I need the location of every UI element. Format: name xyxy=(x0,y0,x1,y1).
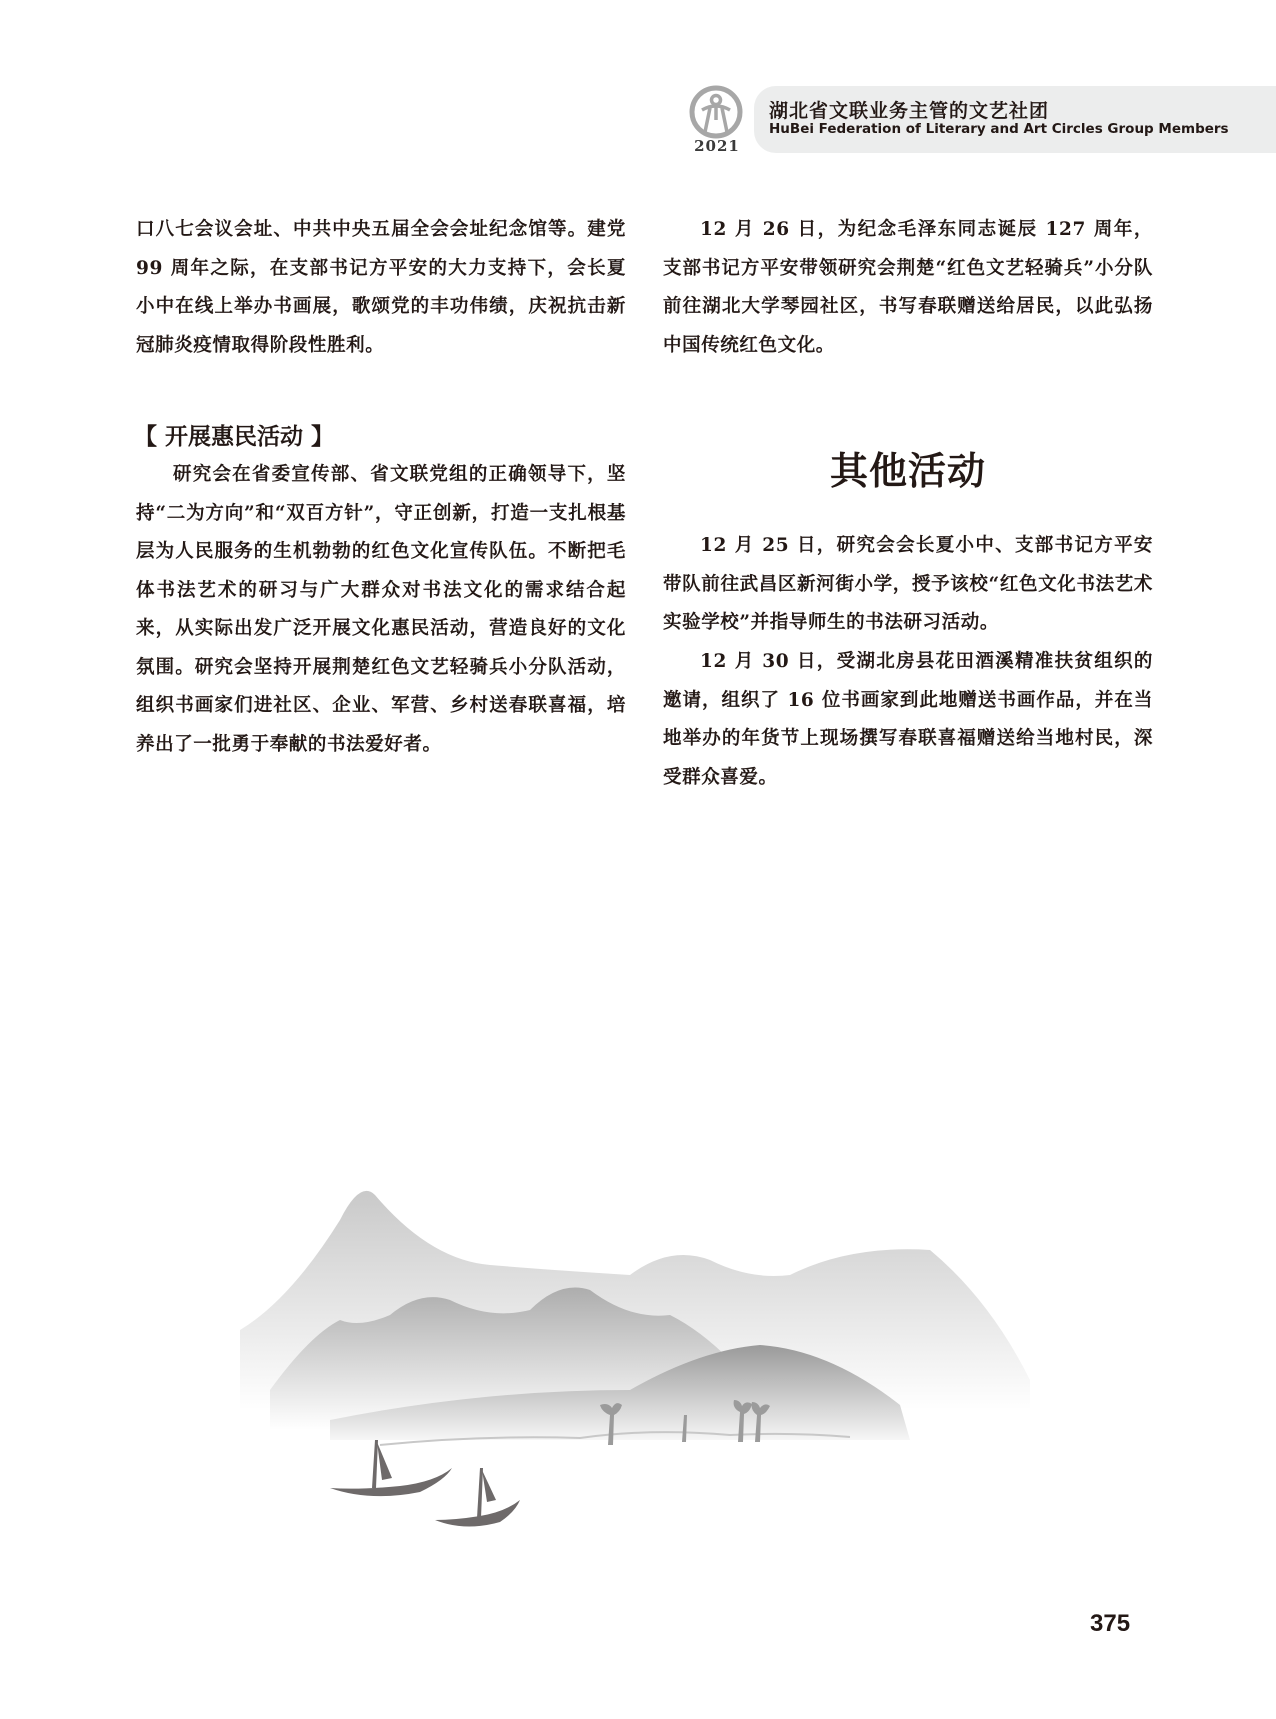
paragraph-dec30: 12 月 30 日，受湖北房县花田酒溪精准扶贫组织的邀请，组织了 16 位书画家到此地赠送书画作品，并在当地举办的年货节上现场撰写春联喜福赠送给当地村民，深受群众喜爱。 xyxy=(663,651,1153,788)
paragraph-dec26: 12 月 26 日，为纪念毛泽东同志诞辰 127 周年，支部书记方平安带领研究会荆楚“红色文艺轻骑兵”小分队前往湖北大学琴园社区，书写春联赠送给居民，以此弘扬中国传统红色文化。 xyxy=(663,219,1153,356)
ink-landscape-illustration xyxy=(230,1150,1130,1550)
left-column-activities xyxy=(136,456,626,764)
section-title-other-activities: 其他活动 xyxy=(829,449,986,493)
sailboats xyxy=(330,1440,520,1527)
right-column-dec26 xyxy=(663,211,1153,365)
paragraph-intro: 口八七会议会址、中共中央五届全会会址纪念馆等。建党 99 周年之际，在支部书记方平安的大力支持下，会长夏小中在线上举办书画展，歌颂党的丰功伟绩，庆祝抗击新冠肺炎疫情取得阶段性胜利。 xyxy=(136,219,626,356)
left-column-intro xyxy=(136,211,626,365)
right-column-dec30 xyxy=(663,643,1153,797)
subheading-outreach: 【 开展惠民活动 】 xyxy=(134,424,335,450)
paragraph-dec25: 12 月 25 日，研究会会长夏小中、支部书记方平安带队前往武昌区新河街小学，授予该校“红色文化书法艺术实验学校”并指导师生的书法研习活动。 xyxy=(663,535,1153,633)
header-title-chinese: 湖北省文联业务主管的文艺社团 xyxy=(769,100,1050,122)
page-number: 375 xyxy=(1090,1610,1131,1637)
federation-emblem-icon xyxy=(688,84,744,140)
right-column-dec25 xyxy=(663,527,1153,643)
header-title-english: HuBei Federation of Literary and Art Circles Group Members xyxy=(769,121,1229,137)
paragraph-activities: 研究会在省委宣传部、省文联党组的正确领导下，坚持“二为方向”和“双百方针”，守正创新，打造一支扎根基层为人民服务的生机勃勃的红色文化宣传队伍。不断把毛体书法艺术的研习与广大群众对书法文化的需求结合起来，从实际出发广泛开展文化惠民活动，营造良好的文化氛围。研究会坚持开展荆楚红色文艺轻骑兵小分队活动，组织书画家们进社区、企业、军营、乡村送春联喜福，培养出了一批勇于奉献的书法爱好者。 xyxy=(136,464,626,755)
header-year: 2021 xyxy=(694,137,740,155)
